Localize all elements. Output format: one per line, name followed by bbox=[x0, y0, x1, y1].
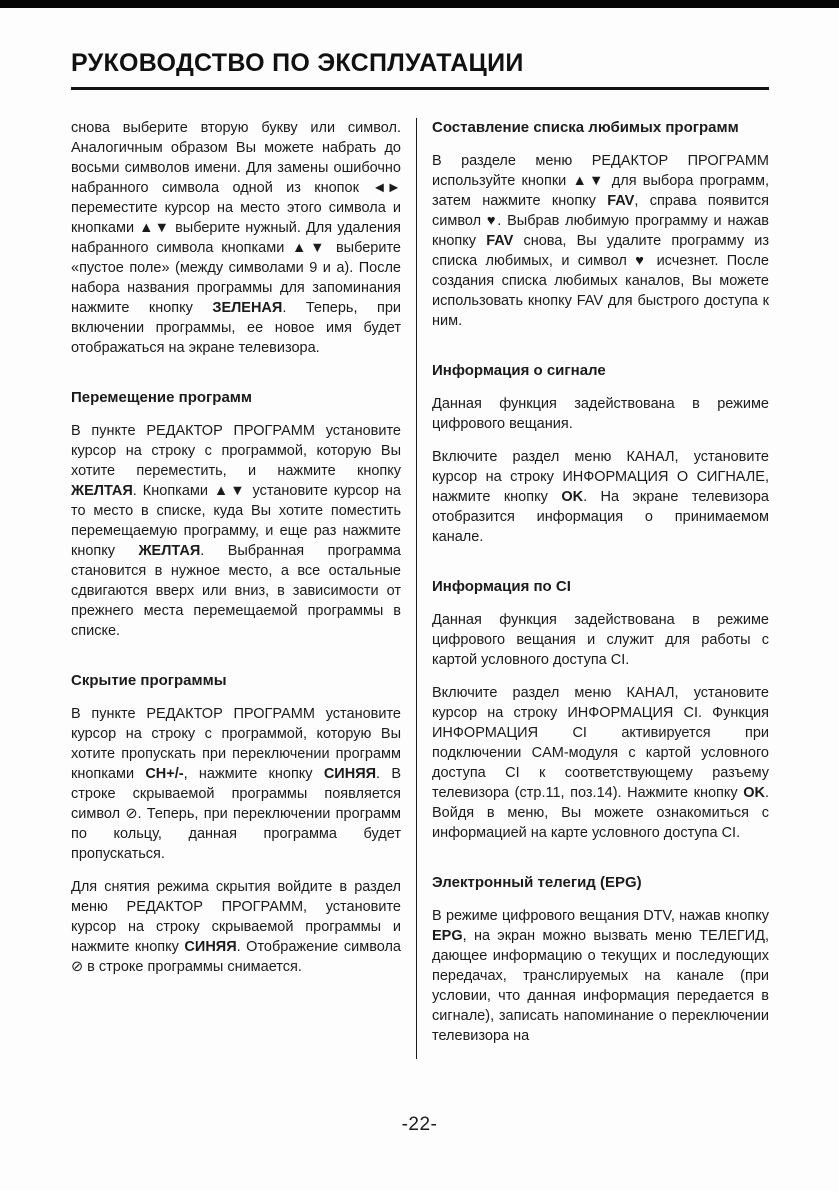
bold-text: СИНЯЯ bbox=[184, 939, 237, 955]
text-run: снова, Вы удалите программу из списка любимых, и символ ♥ исчезнет. После создания списка любимых каналов, Вы можете использовать кнопку FAV для быстрого доступа к ним. bbox=[432, 233, 769, 329]
bold-text: CH+/- bbox=[145, 766, 184, 782]
section-heading: Электронный телегид (EPG) bbox=[432, 874, 642, 891]
bold-text: ЖЕЛТАЯ bbox=[138, 543, 201, 559]
text-run: , нажмите кнопку bbox=[183, 766, 324, 782]
bold-text: ЖЕЛТАЯ bbox=[71, 483, 133, 499]
bold-text: OK bbox=[561, 489, 584, 505]
paragraph bbox=[432, 683, 769, 843]
text-run: Для снятия режима скрытия войдите в раздел меню РЕДАКТОР ПРОГРАММ, установите курсор на строку скрываемой программы и нажмите кнопку bbox=[71, 879, 401, 955]
section-heading: Информация по CI bbox=[432, 578, 571, 595]
bold-text: OK bbox=[743, 785, 765, 801]
column-divider bbox=[416, 118, 417, 1059]
text-run: . Выбранная программа становится в нужное место, а все остальные сдвигаются вверх или вниз, в зависимости от прежнего места перемещаемой программы в списке. bbox=[71, 543, 401, 639]
text-run: . Кнопками ▲▼ установите курсор на то место в списке, куда Вы хотите поместить перемещаемую программу, и еще раз нажмите кнопку bbox=[71, 483, 401, 559]
bold-text: EPG bbox=[432, 928, 463, 944]
bold-text: ЗЕЛЕНАЯ bbox=[212, 300, 283, 316]
text-run: В пункте РЕДАКТОР ПРОГРАММ установите курсор на строку с программой, которую Вы хотите переместить, и нажмите кнопку bbox=[71, 423, 401, 479]
paragraph bbox=[432, 394, 769, 434]
paragraph bbox=[71, 704, 401, 864]
left-column bbox=[71, 118, 401, 1059]
page-number: -22- bbox=[401, 1114, 438, 1135]
text-run: . В строке скрываемой программы появляется символ ⊘. Теперь, при переключении программ по кольцу, данная программа будет пропускаться. bbox=[71, 766, 402, 862]
paragraph bbox=[71, 421, 401, 641]
paragraph bbox=[432, 610, 769, 670]
bold-text: FAV bbox=[607, 193, 635, 209]
paragraph bbox=[71, 877, 401, 977]
section-heading: Информация о сигнале bbox=[432, 362, 606, 379]
section-heading: Перемещение программ bbox=[71, 389, 252, 406]
text-run: Данная функция задействована в режиме цифрового вещания. bbox=[432, 396, 769, 432]
text-run: . Войдя в меню, Вы можете ознакомиться с информацией на карте условного доступа CI. bbox=[432, 785, 769, 841]
section-heading: Составление списка любимых программ bbox=[432, 119, 739, 136]
text-run: Данная функция задействована в режиме цифрового вещания и служит для работы с картой условного доступа CI. bbox=[432, 612, 769, 668]
text-run: В режиме цифрового вещания DTV, нажав кнопку bbox=[432, 908, 769, 924]
text-run: Включите раздел меню КАНАЛ, установите курсор на строку ИНФОРМАЦИЯ CI. Функция ИНФОРМАЦИЯ CI активируется при подключении CAM-модуля с картой условного доступа CI к соответствующему разъему телевизора (стр.11, поз.14). Нажмите кнопку bbox=[432, 685, 769, 801]
paragraph bbox=[432, 447, 769, 547]
page-footer bbox=[0, 1114, 839, 1136]
title-rule bbox=[71, 87, 769, 90]
paragraph bbox=[432, 151, 769, 331]
bold-text: СИНЯЯ bbox=[323, 766, 377, 782]
page-header bbox=[71, 48, 769, 90]
text-run: , справа появится символ ♥. Выбрав любимую программу и нажав кнопку bbox=[432, 193, 769, 249]
text-run: . Отображение символа ⊘ в строке программы снимается. bbox=[71, 939, 401, 975]
top-edge-bar bbox=[0, 0, 839, 8]
page-content bbox=[71, 118, 769, 1059]
text-run: В разделе меню РЕДАКТОР ПРОГРАММ используйте кнопки ▲▼ для выбора программ, затем нажмите кнопку bbox=[432, 153, 769, 209]
text-run: В пункте РЕДАКТОР ПРОГРАММ установите курсор на строку с программой, которую Вы хотите пропускать при переключении программ кнопками bbox=[71, 706, 401, 782]
page-title: РУКОВОДСТВО ПО ЭКСПЛУАТАЦИИ bbox=[71, 49, 524, 77]
right-column bbox=[432, 118, 769, 1059]
paragraph bbox=[71, 118, 401, 358]
text-run: . На экране телевизора отобразится информация о принимаемом канале. bbox=[432, 489, 769, 545]
text-run: Включите раздел меню КАНАЛ, установите курсор на строку ИНФОРМАЦИЯ О СИГНАЛЕ, нажмите кнопку bbox=[432, 449, 769, 505]
text-run: . Теперь, при включении программы, ее новое имя будет отображаться на экране телевизора. bbox=[71, 300, 401, 356]
text-run: снова выберите вторую букву или символ. Аналогичным образом Вы можете набрать до восьми символов имени. Для замены ошибочно набранного символа одной из кнопок ◄► переместите курсор на место этого символа и кнопками ▲▼ выберите нужный. Для удаления набранного символа кнопками ▲▼ выберите «пустое поле» (между символами 9 и а). После набора названия программы для запоминания нажмите кнопку bbox=[71, 120, 401, 316]
paragraph bbox=[432, 906, 769, 1046]
text-run: , на экран можно вызвать меню ТЕЛЕГИД, дающее информацию о текущих и последующих передачах, транслируемых на канале (при условии, что данная информация передается в сигнале), записать напоминание о переключении телевизора на bbox=[432, 928, 769, 1044]
section-heading: Скрытие программы bbox=[71, 672, 227, 689]
bold-text: FAV bbox=[486, 233, 514, 249]
